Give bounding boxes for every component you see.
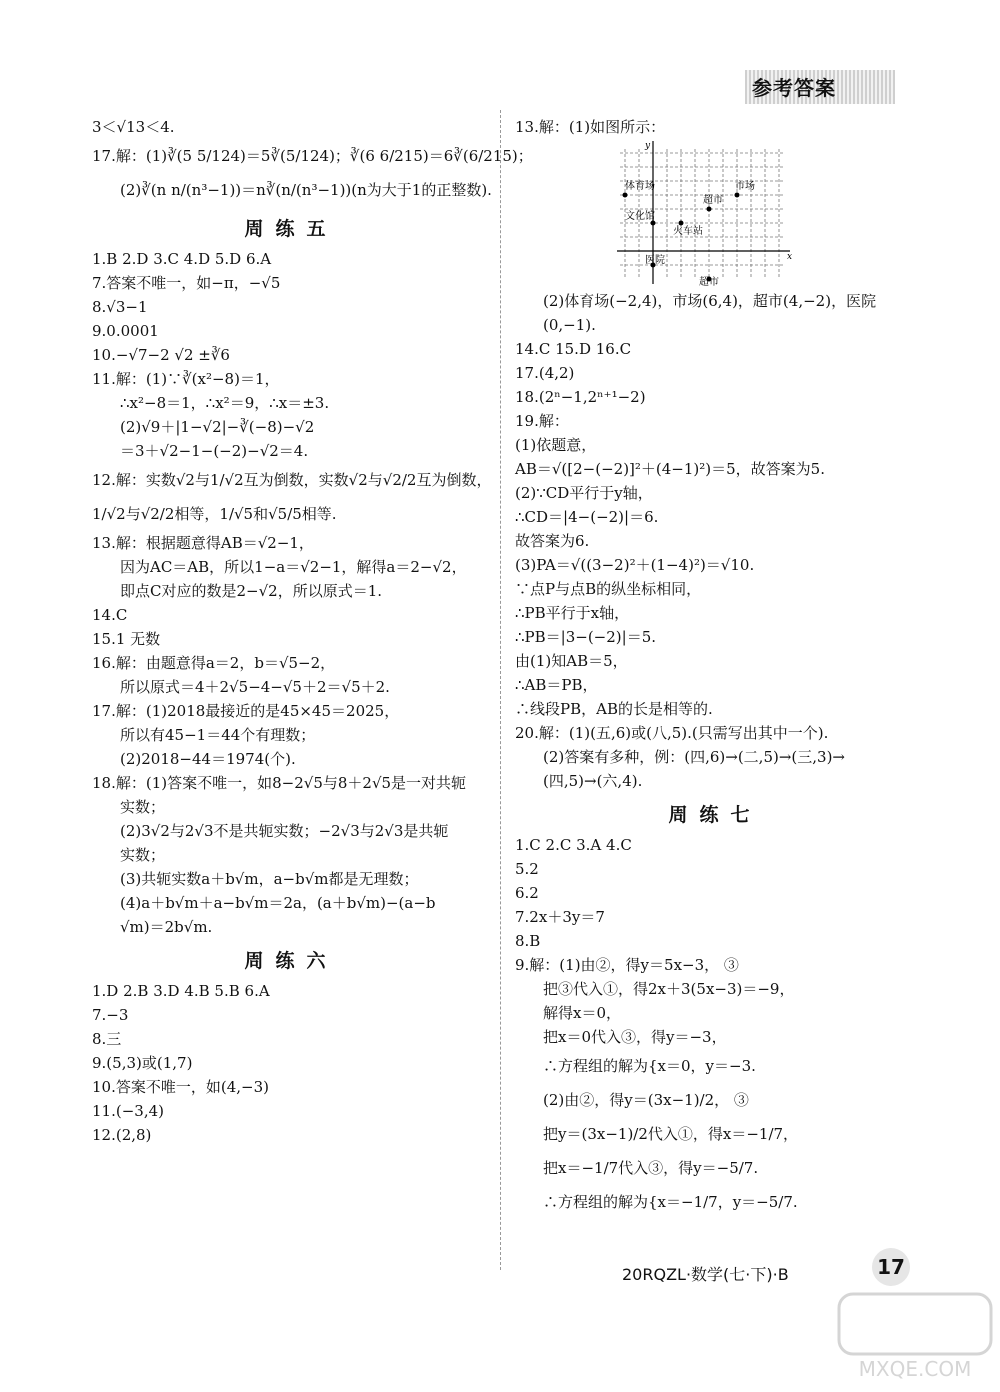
answer-line: 10.答案不唯一，如(4,−3) [92,1078,269,1096]
answer-line: 1/√2与√2/2相等，1/√5和√5/5相等. [92,505,337,523]
answer-line: 1.D 2.B 3.D 4.B 5.B 6.A [92,982,270,1000]
answer-line: 故答案为6. [515,532,590,550]
page-number: 17 [872,1248,910,1286]
answer-line: 把x＝−1/7代入③，得y＝−5/7. [543,1159,759,1177]
map-label: 超市 [703,195,723,206]
answer-line: 12.解：实数√2与1/√2互为倒数，实数√2与√2/2互为倒数， [92,471,492,489]
answer-line: 把y＝(3x−1)/2代入①，得x＝−1/7， [543,1125,799,1143]
answer-line: ∴PB＝|3−(−2)|＝5. [515,628,657,646]
answer-line: 7.2x＋3y＝7 [515,908,605,926]
answer-line: (2)由②，得y＝(3x−1)/2， ③ [543,1091,749,1109]
answer-line: (3)PA＝√((3−2)²＋(1−4)²)＝√10. [515,556,755,574]
answer-line: 8.B [515,932,541,950]
answer-line: (2)2018−44＝1974(个). [120,750,296,768]
answer-line: 14.C [92,606,128,624]
answer-line: 11.(−3,4) [92,1102,164,1120]
answer-line: 解得x＝0， [543,1004,622,1022]
answer-line: 11.解：(1)∵∛(x²−8)＝1， [92,370,280,388]
answer-line: ∴PB平行于x轴， [515,604,630,622]
answer-line: (1)依题意， [515,436,597,454]
answer-line: 15.1 无数 [92,630,161,648]
answer-line: 8.√3−1 [92,298,148,316]
answer-line: AB＝√([2−(−2)]²＋(4−1)²)＝5，故答案为5. [515,460,825,478]
answer-line: 17.(4,2) [515,364,575,382]
answer-line: 所以有45−1＝44个有理数； [120,726,316,744]
answer-line: 14.C 15.D 16.C [515,340,632,358]
answer-line: 17.解：(1)2018最接近的是45×45＝2025， [92,702,400,720]
answer-line: 16.解：由题意得a＝2，b＝√5−2， [92,654,336,672]
answer-line: (2)体育场(−2,4)，市场(6,4)，超市(4,−2)，医院 [543,292,877,310]
svg-text:MXQE.COM: MXQE.COM [858,1357,972,1381]
answer-line: ＝3＋√2−1−(−2)−√2＝4. [120,442,309,460]
answer-line: 3＜√13＜4. [92,118,175,136]
coordinate-grid [615,139,795,287]
answer-line: 9.(5,3)或(1,7) [92,1054,193,1072]
answer-line: ∴线段PB，AB的长是相等的. [515,700,713,718]
answer-line: 由(1)知AB＝5， [515,652,628,670]
answer-line: 因为AC＝AB，所以1−a＝√2−1，解得a＝2−√2， [120,558,467,576]
map-label: 超市 [699,277,719,287]
answer-line: (2)√9＋|1−√2|−∛(−8)−√2 [120,418,315,436]
answer-line: (四,5)→(六,4). [543,772,643,790]
footer-book-code: 20RQZL·数学(七·下)·B [622,1265,789,1284]
answer-line: (2)答案有多种，例：(四,6)→(二,5)→(三,3)→ [543,748,846,766]
answer-line: 6.2 [515,884,539,902]
x-axis-label: x [787,252,793,262]
answer-line: ∴CD＝|4−(−2)|＝6. [515,508,659,526]
answer-line: (3)共轭实数a＋b√m，a−b√m都是无理数； [120,870,419,888]
answer-line: 即点C对应的数是2−√2，所以原式＝1. [120,582,383,600]
answer-line: 12.(2,8) [92,1126,152,1144]
answer-line: 19.解： [515,412,569,430]
y-axis-label: y [645,141,651,151]
right-column [515,115,915,1219]
answer-line: 1.B 2.D 3.C 4.D 5.D 6.A [92,250,272,268]
answer-line: 17.解：(1)∛(5 5/124)＝5∛(5/124)；∛(6 6/215)＝6∛(6/215)； [92,147,533,165]
map-label: 文化馆 [625,211,655,222]
answer-line: 把③代入①，得2x＋3(5x−3)＝−9， [543,980,795,998]
answer-line: 实数； [120,798,166,816]
answer-line: 20.解：(1)(五,6)或(八,5).(只需写出其中一个). [515,724,829,742]
header-label: 参考答案 [752,76,836,100]
map-label: 医院 [645,255,665,266]
answer-line: 实数； [120,846,166,864]
answer-line: 1.C 2.C 3.A 4.C [515,836,632,854]
answer-line: ∵点P与点B的纵坐标相同， [515,580,702,598]
answer-line: 9.解：(1)由②，得y＝5x−3， ③ [515,956,739,974]
section-title-week7: 周练七 [668,804,762,826]
answer-line: 7.−3 [92,1006,129,1024]
answer-line: 5.2 [515,860,539,878]
map-label: 市场 [735,181,755,192]
answer-line: √m)＝2b√m. [120,918,213,936]
map-label: 体育场 [625,181,655,192]
answer-line: ∴AB＝PB， [515,676,598,694]
map-label: 火车站 [673,226,703,237]
answer-line: 把x＝0代入③，得y＝−3， [543,1028,727,1046]
answer-line: 18.(2ⁿ−1,2ⁿ⁺¹−2) [515,388,646,406]
answer-line: 8.三 [92,1030,122,1048]
answer-line: 所以原式＝4＋2√5−4−√5＋2＝√5＋2. [120,678,390,696]
answer-line: (2)∛(n n/(n³−1))＝n∛(n/(n³−1))(n为大于1的正整数). [120,181,492,199]
answer-line: (2)∵CD平行于y轴， [515,484,653,502]
answer-line: ∴方程组的解为{x＝0，y＝−3. [543,1057,756,1075]
answer-line: (4)a＋b√m＋a−b√m＝2a，(a＋b√m)−(a−b [120,894,436,912]
answer-line: 13.解：(1)如图所示： [515,118,666,136]
watermark-logo-icon [835,1290,995,1385]
section-title-week5: 周练五 [244,218,338,240]
section-title-week6: 周练六 [244,950,338,972]
answer-line: (2)3√2与2√3不是共轭实数；−2√3与2√3是共轭 [120,822,449,840]
answer-line: 9.0.0001 [92,322,159,340]
column-divider [500,110,501,1270]
coordinate-grid-figure [515,139,915,289]
answer-line: (0,−1). [543,316,596,334]
answer-line: 18.解：(1)答案不唯一，如8−2√5与8＋2√5是一对共轭 [92,774,467,792]
answer-line: ∴方程组的解为{x＝−1/7，y＝−5/7. [543,1193,798,1211]
answer-line: ∴x²−8＝1，∴x²＝9，∴x＝±3. [120,394,330,412]
answer-line: 10.−√7−2 √2 ±∛6 [92,346,230,364]
answer-line: 13.解：根据题意得AB＝√2−1， [92,534,314,552]
answer-line: 7.答案不唯一，如−π，−√5 [92,274,281,292]
